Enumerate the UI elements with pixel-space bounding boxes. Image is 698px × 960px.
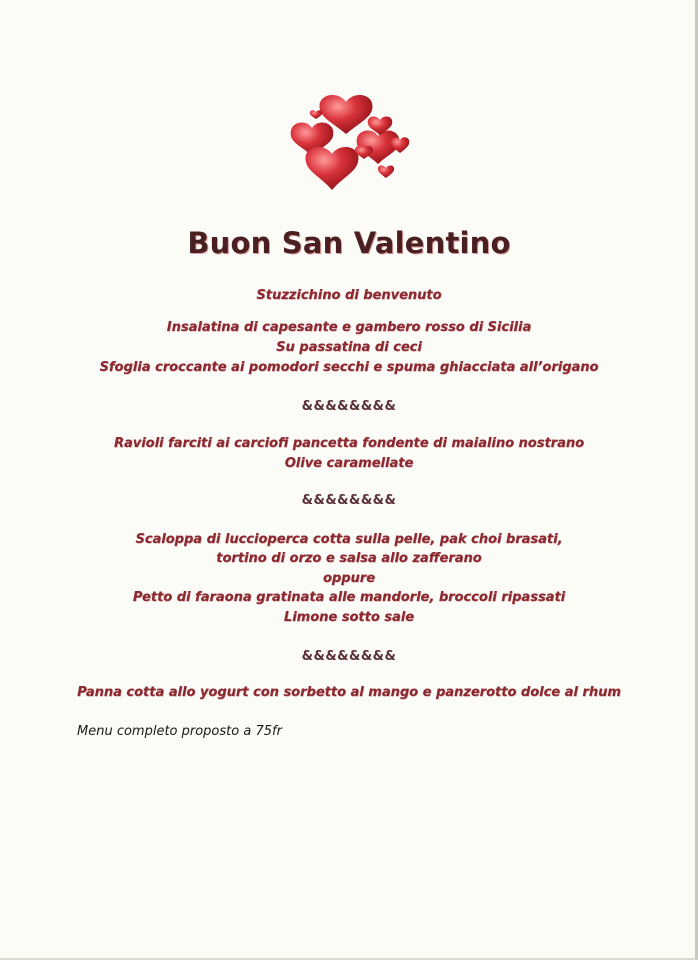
heart-icon xyxy=(306,147,359,190)
menu-title: Buon San Valentino xyxy=(187,226,511,260)
course2-line: Olive caramellate xyxy=(284,456,414,471)
dessert-line: Panna cotta allo yogurt con sorbetto al mango e panzerotto dolce al rhum xyxy=(77,685,621,700)
heart-icon xyxy=(310,110,322,119)
course3-line: tortino di orzo e salsa allo zafferano xyxy=(216,551,482,566)
course-separator: &&&&&&&& xyxy=(301,649,397,664)
course-separator: &&&&&&&& xyxy=(301,399,397,414)
course3-line: Petto di faraona gratinata alle mandorle, broccoli ripassati xyxy=(132,590,566,605)
course3-line: Limone sotto sale xyxy=(283,610,415,625)
course-separator: &&&&&&&& xyxy=(301,493,397,508)
hearts-decoration-icon xyxy=(286,90,416,200)
price-note: Menu completo proposto a 75fr xyxy=(77,724,282,739)
course1-line: Insalatina di capesante e gambero rosso di Sicilia xyxy=(166,320,532,335)
heart-icon xyxy=(378,166,394,178)
course1-line: Sfoglia croccante ai pomodori secchi e spuma ghiacciata all’origano xyxy=(99,360,599,375)
course1-line: Su passatina di ceci xyxy=(276,340,422,355)
course2-line: Ravioli farciti ai carciofi pancetta fondente di maialino nostrano xyxy=(113,436,585,451)
welcome-line: Stuzzichino di benvenuto xyxy=(256,288,442,303)
course3-line: oppure xyxy=(322,571,376,586)
course3-line: Scaloppa di luccioperca cotta sulla pelle, pak choi brasati, xyxy=(135,532,563,547)
